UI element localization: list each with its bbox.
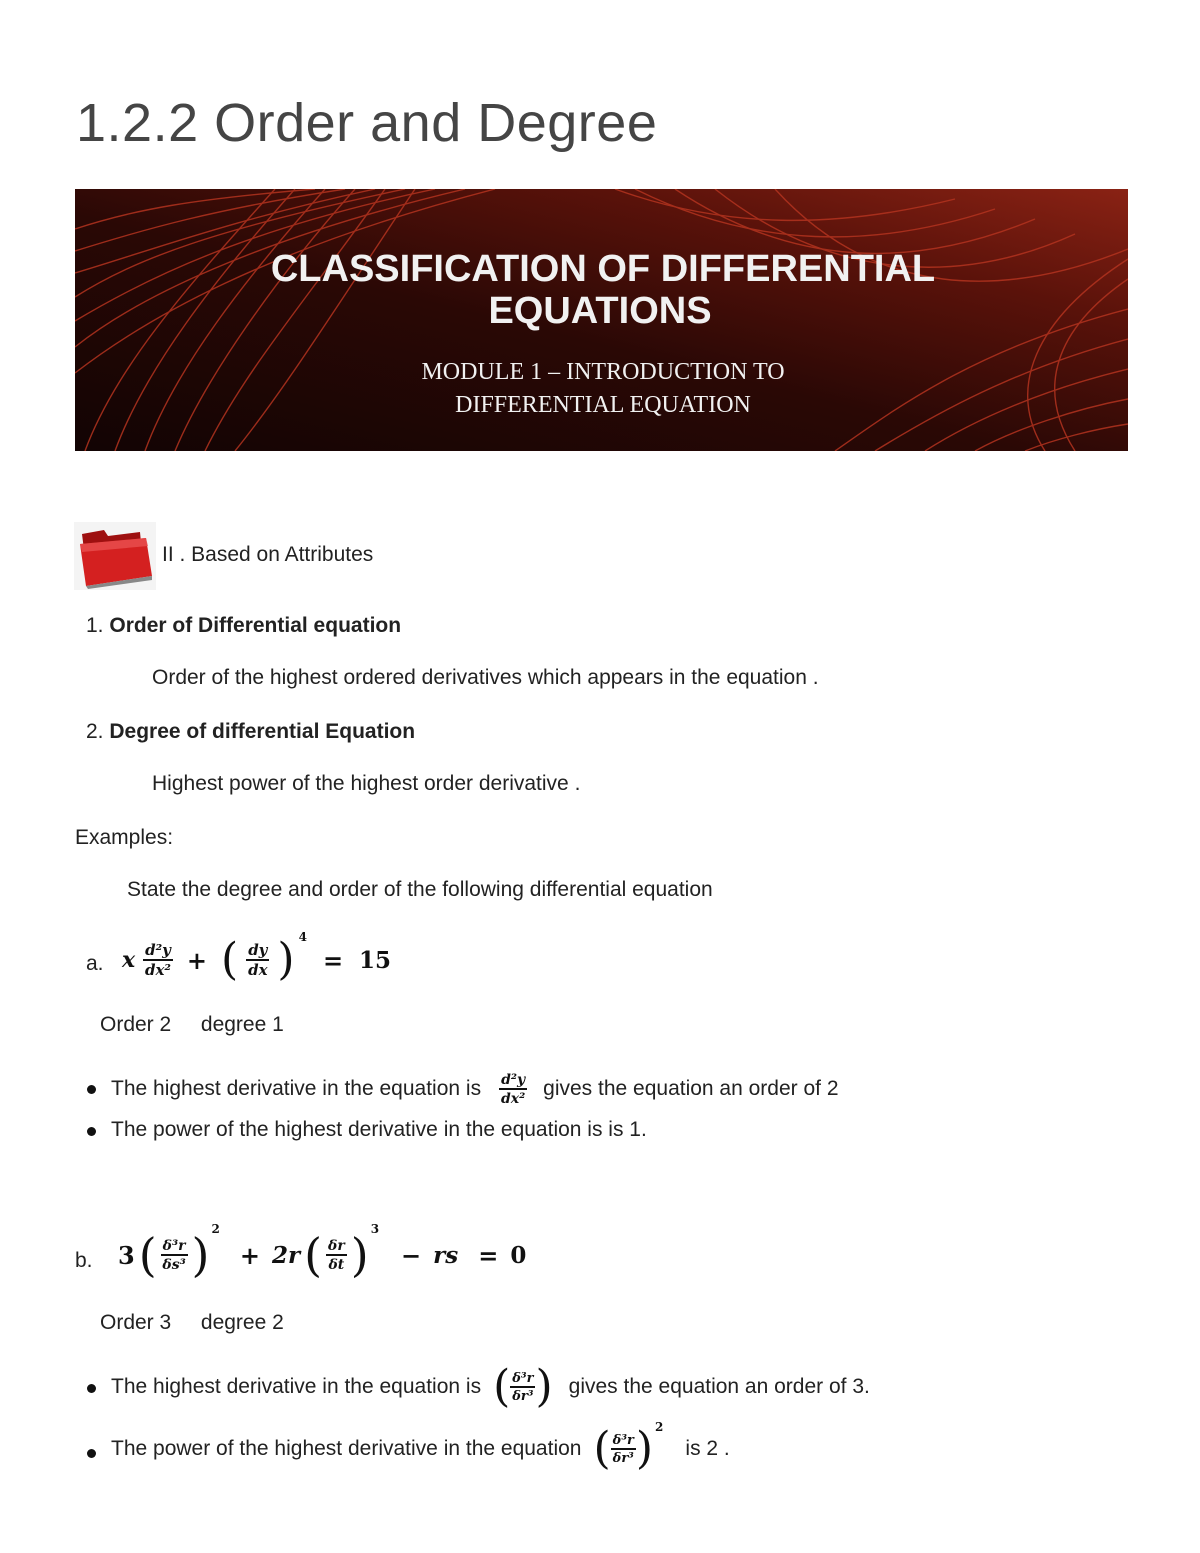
example-a-degree: degree 1 xyxy=(200,1013,284,1036)
example-b-order: Order 3 xyxy=(100,1311,172,1334)
eq-a-frac2 xyxy=(246,940,269,979)
folder-icon xyxy=(74,522,156,590)
example-b-degree: degree 2 xyxy=(200,1311,284,1334)
banner-heading-line1: CLASSIFICATION OF DIFFERENTIAL xyxy=(270,248,936,290)
eq-a-plus: + xyxy=(186,945,208,975)
eq-b-frac2-den: δt xyxy=(328,1256,345,1273)
example-b-bullet1-frac xyxy=(510,1372,535,1403)
definition-1-number: 1. xyxy=(86,614,104,637)
example-b-bullet2 xyxy=(111,1414,730,1484)
definition-1-term: Order of Differential equation xyxy=(109,614,402,637)
eq-b-frac2-num: δr xyxy=(328,1237,345,1254)
eq-b-power2: 3 xyxy=(370,1222,380,1236)
example-a-bullet2: The power of the highest derivative in the equation is is 1. xyxy=(111,1118,647,1141)
eq-a-equals: = xyxy=(322,945,344,975)
bullet2-lparen: ( xyxy=(593,1423,611,1474)
example-b-bullet1-pre: The highest derivative in the equation is xyxy=(111,1375,482,1398)
example-a-bullet1-frac xyxy=(499,1073,527,1106)
eq-a-lparen: ( xyxy=(221,934,239,985)
eq-b-frac1 xyxy=(161,1239,188,1272)
definition-1 xyxy=(86,614,401,638)
example-b-bullet2-den: δr³ xyxy=(612,1450,634,1466)
eq-b-rs: rs xyxy=(433,1241,459,1269)
example-a-result xyxy=(100,1013,284,1037)
example-a-bullet1-num: d²y xyxy=(501,1071,526,1088)
examples-instruction: State the degree and order of the following differential equation xyxy=(127,878,713,901)
example-b-bullet1-den: δr³ xyxy=(512,1388,534,1404)
eq-a-frac2-den: dx xyxy=(248,960,268,979)
eq-b-power1: 2 xyxy=(211,1222,220,1236)
example-a-order: Order 2 xyxy=(100,1013,172,1036)
example-b-bullet1-num: δ³r xyxy=(512,1370,534,1386)
page-title: 1.2.2 Order and Degree xyxy=(76,93,658,153)
eq-b-frac2 xyxy=(326,1239,347,1272)
eq-a-rhs: 15 xyxy=(359,946,392,974)
example-b-bullet2-frac xyxy=(611,1434,636,1465)
example-a-bullet1-post: gives the equation an order of 2 xyxy=(543,1077,839,1100)
eq-b-minus: − xyxy=(401,1240,422,1270)
eq-a-rparen: ) xyxy=(277,934,295,985)
example-a-label: a. xyxy=(86,952,104,975)
eq-b-equals: = xyxy=(478,1240,499,1270)
example-b-bullet2-pre: The power of the highest derivative in the equation xyxy=(111,1437,582,1460)
bullet2-rparen: ) xyxy=(635,1423,654,1474)
eq-b-rparen1: ) xyxy=(191,1228,210,1282)
eq-b-frac1-num: δ³r xyxy=(162,1237,186,1254)
eq-a-frac1 xyxy=(143,940,173,979)
example-a-bullet1-pre: The highest derivative in the equation is xyxy=(111,1077,482,1100)
eq-b-rhs: 0 xyxy=(510,1241,527,1269)
example-b-label: b. xyxy=(75,1249,93,1272)
eq-b-plus: + xyxy=(239,1240,260,1270)
banner-heading-line2: EQUATIONS xyxy=(488,290,712,332)
example-b-result xyxy=(100,1311,284,1335)
banner-sub-line1: MODULE 1 – INTRODUCTION TO xyxy=(421,359,785,385)
banner-sub-line2: DIFFERENTIAL EQUATION xyxy=(455,392,751,418)
example-a-bullet1-den: dx² xyxy=(500,1090,526,1107)
bullet1-lparen: ( xyxy=(493,1361,511,1412)
example-b-equation xyxy=(118,1222,526,1288)
eq-b-lparen2: ( xyxy=(304,1228,323,1282)
examples-heading: Examples: xyxy=(75,826,174,849)
definition-2 xyxy=(86,720,415,744)
example-b-bullet2-num: δ³r xyxy=(612,1432,634,1448)
example-b-bullet1 xyxy=(111,1356,870,1418)
eq-a-x: x xyxy=(122,947,136,973)
definition-1-text: Order of the highest ordered derivatives which appears in the equation . xyxy=(152,666,819,689)
eq-b-coef1: 3 xyxy=(118,1240,135,1270)
section-label: II . Based on Attributes xyxy=(162,543,374,566)
example-b-bullet2-post: is 2 . xyxy=(685,1437,730,1460)
bullet-dot xyxy=(87,1085,96,1094)
module-banner xyxy=(75,189,1128,451)
eq-b-coef2: 2r xyxy=(271,1241,301,1269)
definition-2-text: Highest power of the highest order derivative . xyxy=(152,772,581,795)
eq-b-lparen1: ( xyxy=(138,1228,157,1282)
bullet-dot xyxy=(87,1384,96,1393)
eq-a-frac1-den: dx² xyxy=(145,960,172,979)
bullet-dot xyxy=(87,1449,96,1458)
definition-2-term: Degree of differential Equation xyxy=(109,720,416,743)
eq-b-rparen2: ) xyxy=(350,1228,369,1282)
banner-graphic xyxy=(75,189,1128,451)
example-b-bullet1-post: gives the equation an order of 3. xyxy=(568,1375,870,1398)
eq-a-frac2-num: dy xyxy=(248,940,268,959)
example-a-equation xyxy=(122,930,391,990)
example-a-bullet1 xyxy=(111,1062,839,1116)
eq-b-frac1-den: δs³ xyxy=(162,1256,186,1273)
definition-2-number: 2. xyxy=(86,720,104,743)
example-b-bullet2-power: 2 xyxy=(655,1420,664,1434)
bullet-dot xyxy=(87,1127,96,1136)
eq-a-frac1-num: d²y xyxy=(145,940,171,959)
eq-a-power: 4 xyxy=(298,930,307,944)
bullet1-rparen: ) xyxy=(535,1361,553,1412)
